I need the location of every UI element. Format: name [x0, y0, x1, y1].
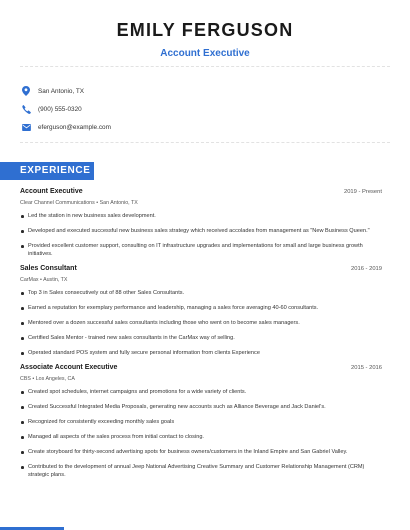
bullet-item: Created Successful Integrated Media Proposals, generating new accounts such as Alliance Beverage and Jack Daniel's.	[20, 403, 382, 411]
job-company: CBS	[20, 376, 31, 382]
job-title: Associate Account Executive	[20, 364, 118, 371]
separator-dot: •	[96, 200, 100, 206]
bullet-item: Operated standard POS system and fully secure personal information from clients Experience	[20, 349, 382, 357]
bullet-item: Recognized for consistently exceeding monthly sales goals	[20, 418, 382, 426]
bullet-item: Led the station in new business sales development.	[20, 212, 382, 220]
job-bullets	[20, 212, 382, 258]
contact-list	[20, 82, 390, 136]
bullet-item: Mentored over a dozen successful sales consultants including those who went on to become sales managers.	[20, 319, 382, 327]
resume-header	[0, 0, 410, 59]
job-entry	[20, 265, 382, 357]
bullet-item: Created spot schedules, internet campaigns and promotions for a wide variety of clients.	[20, 388, 382, 396]
phone-icon	[20, 103, 32, 115]
bullet-item: Certified Sales Mentor - trained new sales consultants in the CarMax way of selling.	[20, 334, 382, 342]
job-title: Account Executive	[20, 188, 83, 195]
contact-email-text: eferguson@example.com	[38, 123, 111, 131]
bullet-item: Contributed to the development of annual Jeep National Advertising Creative Summary and Customer Relationship Management (CRM) strategic plans.	[20, 463, 382, 479]
bullet-item: Earned a reputation for exemplary performance and leadership, managing a sales force averaging 40-60 consultants.	[20, 304, 382, 312]
contact-phone	[20, 100, 390, 118]
location-pin-icon	[20, 85, 32, 97]
section-title-experience: EXPERIENCE	[0, 162, 94, 180]
job-bullets	[20, 388, 382, 479]
job-company: Clear Channel Communications	[20, 200, 95, 206]
bullet-item: Provided excellent customer support, consulting on IT infrastructure upgrades and implementations for small and large business growth initiatives.	[20, 242, 382, 258]
job-company: CarMax	[20, 277, 39, 283]
bullet-item: Developed and executed successful new business sales strategy which received accolades from management as "New Business Queen."	[20, 227, 382, 235]
job-dates: 2016 - 2019	[351, 266, 382, 272]
separator-dot: •	[40, 277, 44, 283]
contact-phone-text: (900) 555-0320	[38, 105, 82, 113]
separator-dot: •	[32, 376, 36, 382]
bullet-item: Top 3 in Sales consecutively out of 88 other Sales Consultants.	[20, 289, 382, 297]
job-company-line	[20, 376, 382, 384]
job-dates: 2019 - Present	[343, 189, 382, 195]
job-location: San Antonio, TX	[99, 200, 138, 206]
contact-email	[20, 118, 390, 136]
job-company-line	[20, 200, 382, 208]
job-title: Sales Consultant	[20, 265, 77, 272]
candidate-name: EMILY FERGUSON	[116, 20, 294, 40]
job-bullets	[20, 289, 382, 357]
bullet-item: Managed all aspects of the sales process from initial contact to closing.	[20, 433, 382, 441]
email-icon	[20, 121, 32, 133]
divider-middle	[20, 142, 390, 143]
experience-list	[20, 188, 382, 486]
job-location: Austin, TX	[43, 277, 68, 283]
job-location: Los Angeles, CA	[35, 376, 75, 382]
bullet-item: Create storyboard for thirty-second advertising spots for business owners/customers in the Inland Empire and San Gabriel Valley.	[20, 448, 382, 456]
divider-top	[20, 66, 390, 67]
contact-location-text: San Antonio, TX	[38, 87, 85, 95]
candidate-role: Account Executive	[160, 48, 250, 59]
contact-location	[20, 82, 390, 100]
job-entry	[20, 188, 382, 258]
job-dates: 2015 - 2016	[351, 365, 382, 371]
job-entry	[20, 364, 382, 479]
job-company-line	[20, 277, 382, 285]
